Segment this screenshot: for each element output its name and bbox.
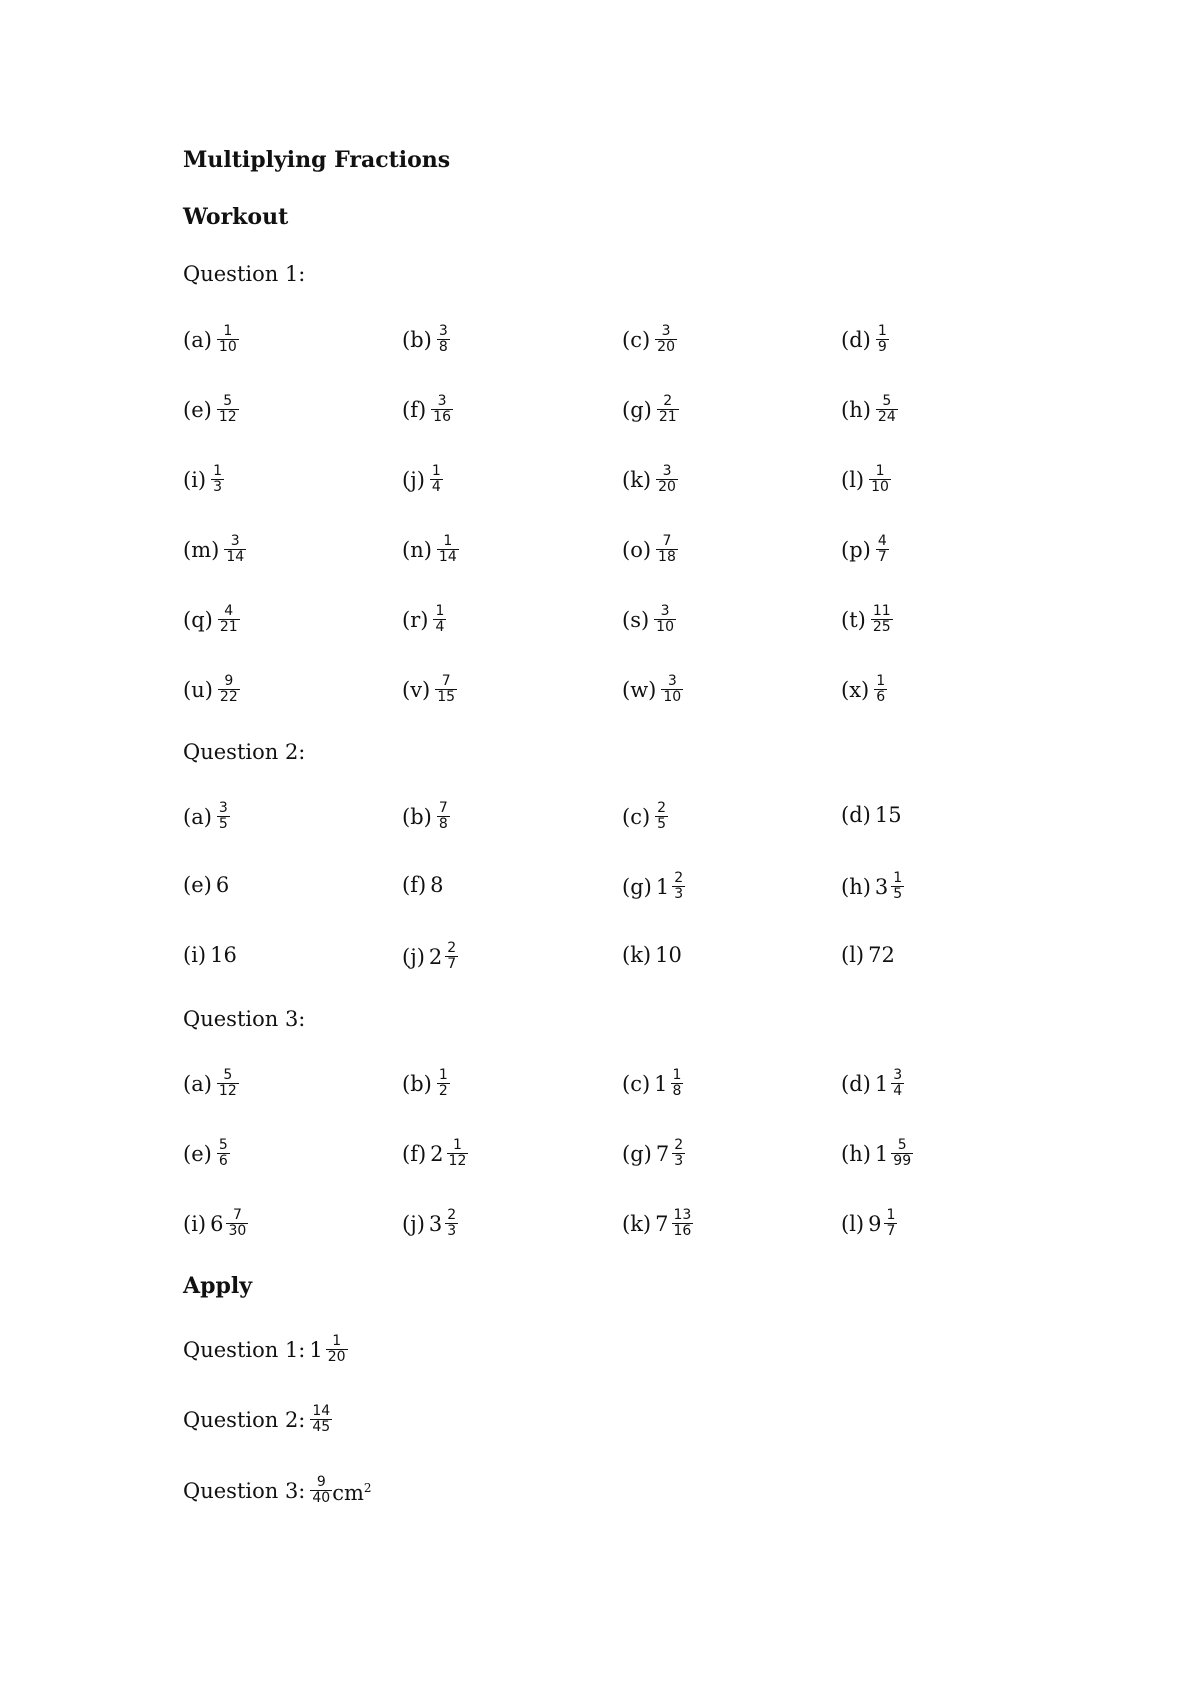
answer-label: (r) — [402, 607, 429, 632]
fraction-numerator: 1 — [443, 533, 453, 549]
answer-label: (a) — [183, 804, 212, 829]
answer-unit — [332, 1474, 371, 1507]
fraction-denominator: 3 — [447, 1223, 457, 1239]
fraction-numerator: 2 — [447, 940, 457, 956]
answer-item — [402, 871, 446, 899]
apply-question-2 — [183, 1404, 332, 1435]
answer-item — [622, 394, 679, 425]
answer-label: (c) — [622, 327, 651, 352]
fraction-denominator: 3 — [674, 1153, 684, 1169]
answer-fraction — [435, 674, 457, 705]
answer-whole-number: 10 — [655, 943, 682, 967]
answer-fraction — [217, 394, 239, 425]
answer-fraction — [657, 394, 679, 425]
fraction-numerator: 1 — [875, 463, 885, 479]
answer-item — [841, 801, 904, 829]
answer-label: (b) — [402, 1071, 432, 1096]
answer-item — [841, 871, 904, 902]
answer-fraction — [437, 801, 450, 832]
fraction-numerator: 2 — [663, 393, 673, 409]
answer-fraction — [437, 534, 459, 565]
answer-whole-number: 1 — [874, 1071, 889, 1096]
answer-label: (v) — [402, 677, 431, 702]
fraction-numerator: 1 — [886, 1207, 896, 1223]
answer-item — [402, 394, 453, 425]
fraction-numerator: 1 — [877, 323, 887, 339]
answer-item — [841, 324, 889, 355]
answer-fraction — [891, 1068, 904, 1099]
answer-label: (w) — [622, 677, 657, 702]
answer-label: (l) — [841, 467, 865, 492]
fraction-denominator: 8 — [672, 1083, 682, 1099]
answer-label: (p) — [841, 537, 871, 562]
answer-label: (d) — [841, 803, 871, 827]
answer-label: (j) — [402, 1211, 425, 1236]
answer-item — [841, 674, 887, 705]
fraction-numerator: 3 — [893, 1067, 903, 1083]
answer-label: (f) — [402, 873, 427, 897]
fraction-denominator: 7 — [447, 956, 457, 972]
answer-fraction — [224, 534, 246, 565]
answer-label: (b) — [402, 804, 432, 829]
answer-item — [622, 464, 678, 495]
fraction-denominator: 3 — [674, 886, 684, 902]
fraction-denominator: 40 — [312, 1490, 331, 1506]
fraction-numerator: 3 — [661, 323, 671, 339]
answer-fraction — [217, 324, 239, 355]
fraction-denominator: 2 — [438, 1083, 448, 1099]
answer-label: (u) — [183, 677, 213, 702]
answer-label: (e) — [183, 873, 212, 897]
fraction-denominator: 12 — [218, 1083, 237, 1099]
answer-fraction — [656, 464, 678, 495]
answer-label: (q) — [183, 607, 213, 632]
question-2-label: Question 2: — [183, 740, 306, 764]
fraction-denominator: 21 — [219, 619, 238, 635]
answer-label: (h) — [841, 874, 871, 899]
fraction-denominator: 14 — [438, 549, 457, 565]
answer-label: (c) — [622, 1071, 651, 1096]
answer-fraction — [445, 941, 458, 972]
answer-label: (m) — [183, 537, 220, 562]
answer-item — [622, 534, 678, 565]
fraction-denominator: 6 — [218, 1153, 228, 1169]
question-1-label: Question 1: — [183, 262, 306, 286]
fraction-numerator: 3 — [660, 603, 670, 619]
fraction-denominator: 25 — [872, 619, 891, 635]
page-title: Multiplying Fractions — [183, 147, 451, 173]
apply-heading: Apply — [183, 1273, 252, 1299]
fraction-numerator: 3 — [230, 533, 240, 549]
answer-fraction — [876, 394, 898, 425]
answer-fraction — [447, 1138, 469, 1169]
fraction-numerator: 4 — [224, 603, 234, 619]
fraction-numerator: 5 — [882, 393, 892, 409]
answer-label: (j) — [402, 944, 425, 969]
answer-item — [841, 1208, 897, 1239]
answer-label: (i) — [183, 467, 207, 492]
answer-item — [402, 1068, 450, 1099]
fraction-denominator: 5 — [218, 816, 228, 832]
answer-fraction — [654, 604, 676, 635]
answer-label: (n) — [402, 537, 432, 562]
answer-item — [183, 1138, 230, 1169]
answer-whole-number: 7 — [655, 1141, 670, 1166]
fraction-denominator: 14 — [226, 549, 245, 565]
answer-fraction — [876, 324, 889, 355]
fraction-denominator: 16 — [673, 1223, 692, 1239]
answer-label: (e) — [183, 1141, 212, 1166]
answer-label: (k) — [622, 943, 652, 967]
fraction-denominator: 99 — [893, 1153, 912, 1169]
answer-fraction — [217, 1138, 230, 1169]
answer-whole-number: 9 — [868, 1211, 882, 1236]
answer-whole-number: 3 — [874, 874, 889, 899]
fraction-denominator: 8 — [438, 816, 448, 832]
fraction-denominator: 7 — [886, 1223, 896, 1239]
unit-text: cm — [332, 1481, 364, 1505]
answer-fraction — [226, 1208, 248, 1239]
fraction-denominator: 15 — [437, 689, 456, 705]
answer-label: (s) — [622, 607, 650, 632]
fraction-numerator: 2 — [447, 1207, 457, 1223]
answer-item — [622, 871, 685, 902]
fraction-numerator: 1 — [453, 1137, 462, 1153]
answer-label: (i) — [183, 1211, 207, 1236]
answer-item — [841, 394, 898, 425]
answer-whole-number: 6 — [210, 1211, 224, 1236]
fraction-numerator: 1 — [893, 870, 903, 886]
answer-fraction — [437, 324, 450, 355]
fraction-denominator: 20 — [327, 1349, 346, 1365]
fraction-denominator: 12 — [218, 409, 237, 425]
answer-item — [402, 464, 443, 495]
fraction-numerator: 3 — [667, 673, 677, 689]
answer-whole-number: 6 — [215, 873, 230, 897]
answer-label: Question 3: — [183, 1478, 306, 1503]
answer-fraction — [431, 394, 453, 425]
answer-label: (h) — [841, 397, 871, 422]
answer-label: (l) — [841, 943, 865, 967]
fraction-denominator: 10 — [871, 479, 889, 495]
answer-item — [622, 324, 677, 355]
answer-whole-number: 1 — [309, 1337, 323, 1362]
answer-label: (t) — [841, 607, 866, 632]
fraction-numerator: 1 — [332, 1333, 342, 1349]
fraction-numerator: 2 — [674, 870, 684, 886]
fraction-denominator: 5 — [657, 816, 667, 832]
answer-fraction — [430, 464, 443, 495]
answer-item — [183, 1208, 248, 1239]
answer-label: (o) — [622, 537, 652, 562]
answer-item — [622, 1208, 693, 1239]
answer-item — [841, 604, 893, 635]
answer-item — [183, 1068, 239, 1099]
answer-fraction — [310, 1475, 332, 1506]
fraction-denominator: 45 — [312, 1419, 331, 1435]
answer-label: (e) — [183, 397, 212, 422]
fraction-numerator: 3 — [437, 393, 447, 409]
fraction-numerator: 13 — [673, 1207, 692, 1223]
fraction-numerator: 9 — [316, 1474, 326, 1490]
fraction-denominator: 22 — [219, 689, 238, 705]
answer-item — [183, 604, 240, 635]
answer-whole-number: 1 — [654, 1071, 668, 1096]
fraction-numerator: 9 — [224, 673, 234, 689]
fraction-numerator: 7 — [662, 533, 672, 549]
answer-item — [402, 534, 459, 565]
fraction-denominator: 10 — [656, 619, 674, 635]
fraction-numerator: 4 — [877, 533, 887, 549]
fraction-numerator: 7 — [438, 800, 448, 816]
answer-item — [622, 801, 668, 832]
apply-question-1 — [183, 1334, 348, 1365]
answer-item — [183, 871, 231, 899]
fraction-numerator: 1 — [213, 463, 223, 479]
fraction-denominator: 4 — [435, 619, 445, 635]
answer-fraction — [655, 324, 677, 355]
answer-label: Question 2: — [183, 1407, 306, 1432]
answer-label: (g) — [622, 874, 652, 899]
answer-fraction — [217, 1068, 239, 1099]
answer-fraction — [672, 1208, 694, 1239]
fraction-numerator: 3 — [218, 800, 228, 816]
fraction-numerator: 2 — [657, 800, 667, 816]
answer-fraction — [891, 1138, 913, 1169]
fraction-numerator: 5 — [897, 1137, 907, 1153]
answer-item — [402, 604, 446, 635]
answer-label: (f) — [402, 1141, 427, 1166]
answer-whole-number: 16 — [210, 943, 237, 967]
answer-fraction — [310, 1404, 332, 1435]
fraction-denominator: 4 — [431, 479, 441, 495]
fraction-numerator: 11 — [872, 603, 891, 619]
answer-fraction — [884, 1208, 897, 1239]
answer-item — [841, 1138, 913, 1169]
answer-item — [841, 1068, 904, 1099]
answer-label: (a) — [183, 1071, 212, 1096]
workout-heading: Workout — [183, 204, 289, 230]
answer-item — [402, 1138, 468, 1169]
answer-label: (f) — [402, 397, 427, 422]
answer-label: (b) — [402, 327, 432, 352]
answer-item — [183, 801, 230, 832]
answer-label: (x) — [841, 677, 870, 702]
answer-fraction — [871, 604, 893, 635]
fraction-denominator: 20 — [658, 479, 676, 495]
answer-whole-number: 15 — [874, 803, 902, 827]
answer-item — [183, 394, 239, 425]
answer-item — [183, 674, 240, 705]
answer-item — [622, 674, 683, 705]
answer-label: (g) — [622, 1141, 652, 1166]
fraction-numerator: 7 — [232, 1207, 242, 1223]
answer-label: (j) — [402, 467, 425, 492]
answer-label: (d) — [841, 1071, 871, 1096]
fraction-denominator: 5 — [893, 886, 903, 902]
answer-item — [402, 801, 450, 832]
fraction-denominator: 30 — [228, 1223, 247, 1239]
fraction-numerator: 1 — [431, 463, 441, 479]
fraction-numerator: 5 — [218, 1137, 228, 1153]
answer-item — [622, 604, 676, 635]
fraction-denominator: 9 — [877, 339, 887, 355]
answer-label: Question 1: — [183, 1337, 306, 1362]
answer-fraction — [874, 674, 887, 705]
answer-item — [622, 1068, 683, 1099]
fraction-denominator: 18 — [658, 549, 676, 565]
apply-question-3 — [183, 1474, 372, 1507]
answer-whole-number: 1 — [874, 1141, 889, 1166]
answer-item — [622, 941, 684, 969]
fraction-numerator: 7 — [441, 673, 451, 689]
answer-fraction — [672, 1138, 685, 1169]
answer-item — [622, 1138, 685, 1169]
fraction-denominator: 3 — [213, 479, 223, 495]
answer-label: (c) — [622, 804, 651, 829]
fraction-numerator: 3 — [662, 463, 672, 479]
answer-label: (h) — [841, 1141, 871, 1166]
answer-fraction — [326, 1334, 348, 1365]
answer-whole-number: 1 — [655, 874, 670, 899]
fraction-denominator: 10 — [663, 689, 682, 705]
answer-item — [402, 674, 457, 705]
fraction-numerator: 5 — [223, 1067, 233, 1083]
fraction-numerator: 1 — [435, 603, 445, 619]
fraction-numerator: 1 — [223, 323, 233, 339]
answer-fraction — [433, 604, 446, 635]
fraction-denominator: 21 — [658, 409, 677, 425]
answer-whole-number: 7 — [655, 1211, 669, 1236]
answer-label: (k) — [622, 1211, 652, 1236]
answer-label: (d) — [841, 327, 871, 352]
fraction-denominator: 24 — [877, 409, 896, 425]
answer-fraction — [672, 871, 685, 902]
fraction-denominator: 20 — [657, 339, 675, 355]
answer-label: (i) — [183, 943, 207, 967]
answer-item — [402, 1208, 458, 1239]
answer-fraction — [656, 534, 678, 565]
unit-exponent: 2 — [363, 1481, 372, 1495]
answer-item — [841, 941, 897, 969]
answer-item — [841, 534, 889, 565]
answer-item — [183, 324, 239, 355]
fraction-denominator: 4 — [893, 1083, 903, 1099]
fraction-denominator: 10 — [218, 339, 237, 355]
answer-fraction — [876, 534, 889, 565]
answer-fraction — [671, 1068, 684, 1099]
fraction-denominator: 8 — [438, 339, 448, 355]
answer-label: (a) — [183, 327, 212, 352]
fraction-denominator: 16 — [433, 409, 451, 425]
fraction-denominator: 7 — [877, 549, 887, 565]
answer-fraction — [211, 464, 224, 495]
answer-fraction — [661, 674, 683, 705]
fraction-numerator: 3 — [438, 323, 448, 339]
answer-whole-number: 2 — [430, 1141, 444, 1166]
fraction-numerator: 1 — [672, 1067, 682, 1083]
answer-fraction — [891, 871, 904, 902]
answer-item — [841, 464, 891, 495]
answer-fraction — [445, 1208, 458, 1239]
answer-fraction — [218, 604, 240, 635]
answer-whole-number: 8 — [430, 873, 444, 897]
answer-label: (l) — [841, 1211, 865, 1236]
fraction-denominator: 6 — [876, 689, 886, 705]
answer-whole-number: 72 — [868, 943, 895, 967]
answer-fraction — [218, 674, 240, 705]
fraction-numerator: 2 — [674, 1137, 684, 1153]
answer-fraction — [437, 1068, 450, 1099]
answer-item — [402, 324, 450, 355]
answer-whole-number: 2 — [428, 944, 443, 969]
answer-fraction — [217, 801, 230, 832]
answer-item — [402, 941, 458, 972]
answer-label: (k) — [622, 467, 652, 492]
answer-item — [183, 534, 246, 565]
answer-label: (g) — [622, 397, 652, 422]
fraction-numerator: 14 — [312, 1403, 331, 1419]
fraction-denominator: 12 — [448, 1153, 467, 1169]
fraction-numerator: 5 — [223, 393, 233, 409]
fraction-numerator: 1 — [876, 673, 886, 689]
answer-fraction — [869, 464, 891, 495]
fraction-numerator: 1 — [438, 1067, 448, 1083]
answer-item — [183, 941, 239, 969]
question-3-label: Question 3: — [183, 1007, 306, 1031]
answer-whole-number: 3 — [428, 1211, 443, 1236]
answer-fraction — [655, 801, 668, 832]
answer-item — [183, 464, 224, 495]
